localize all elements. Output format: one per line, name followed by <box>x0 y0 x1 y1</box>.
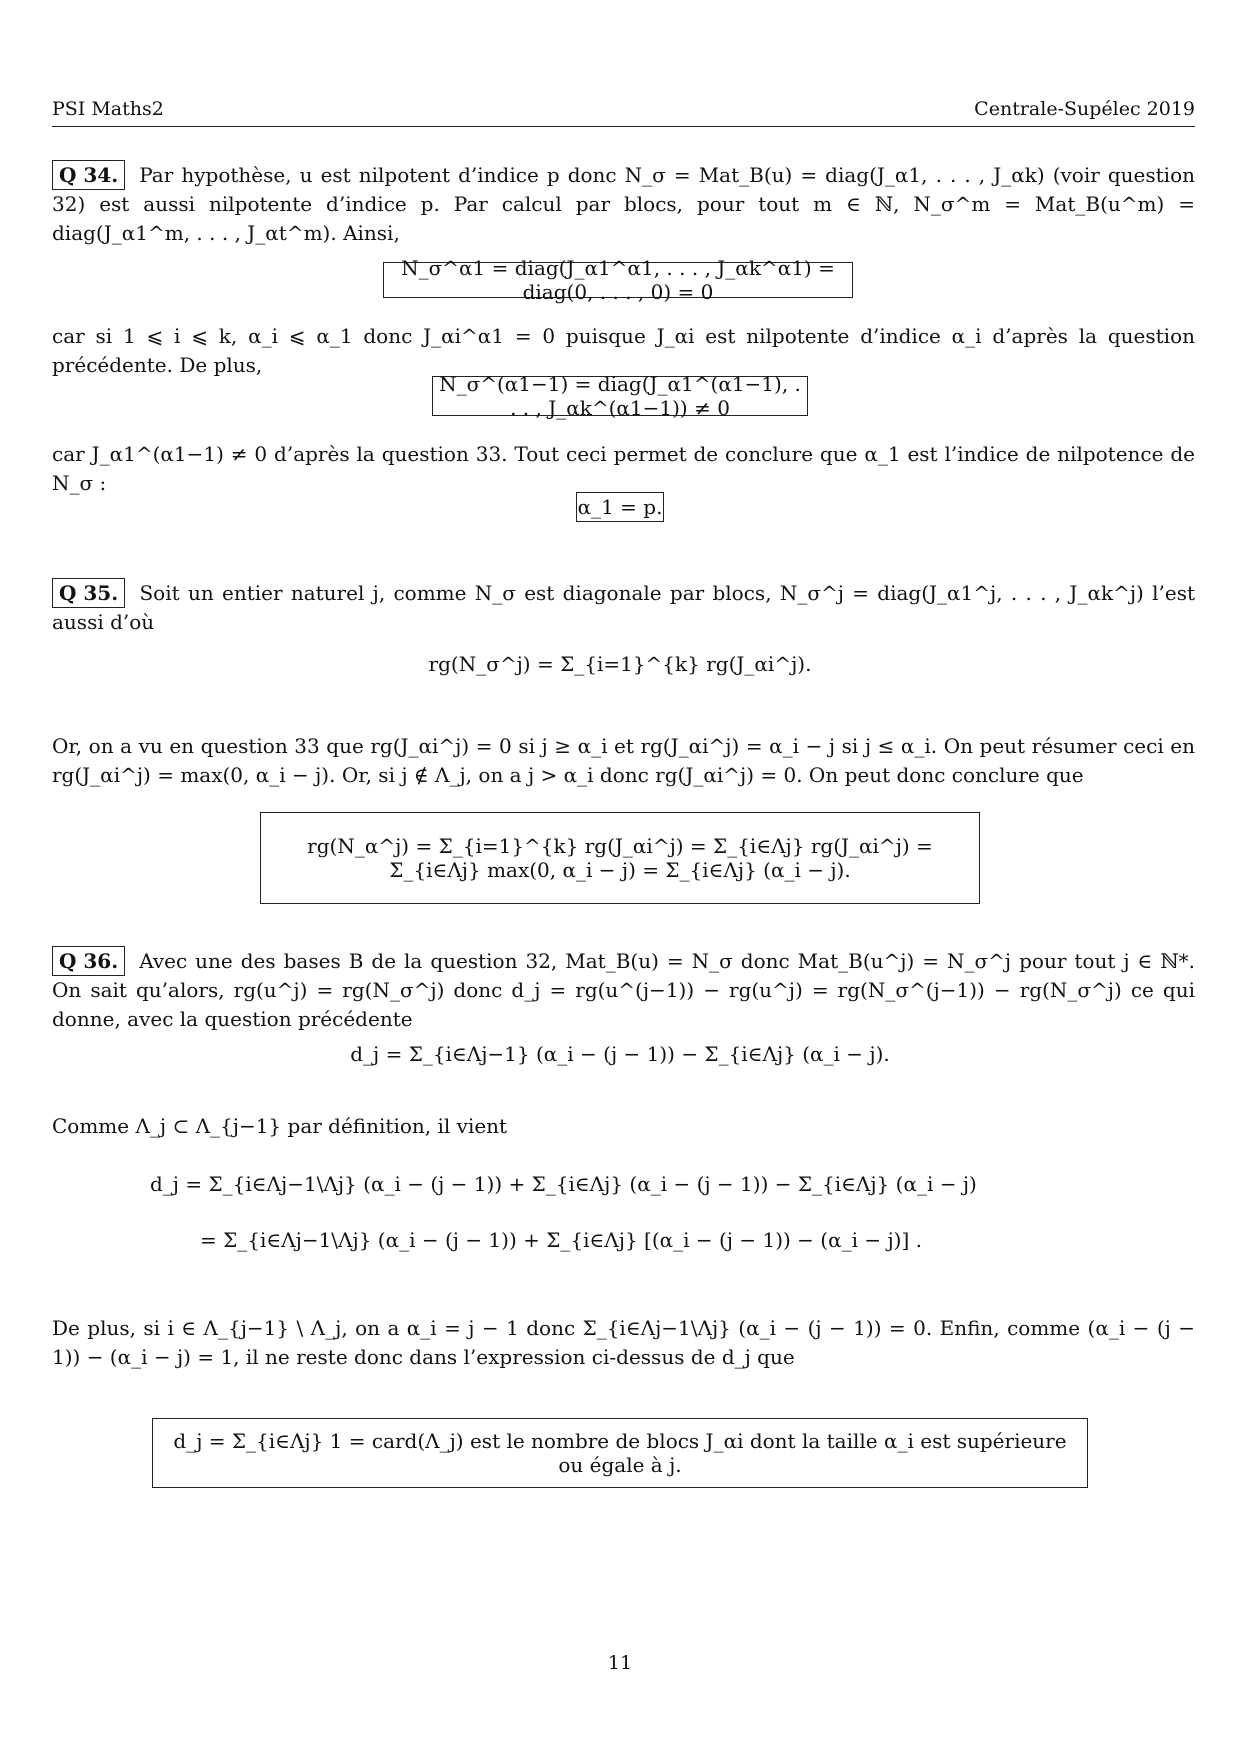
q35-equation-1 <box>252 650 988 678</box>
q34-box-1-text: N_σ^α1 = diag(J_α1^α1, . . . , J_αk^α1) = diag(0, . . . , 0) = 0 <box>401 256 835 304</box>
q36-box-text: d_j = Σ_{i∈Λj} 1 = card(Λ_j) est le nombre de blocs J_αi dont la taille α_i est supérieure ou égale à j. <box>173 1429 1067 1477</box>
q36-text-3: De plus, si i ∈ Λ_{j−1} \ Λ_j, on a α_i = j − 1 donc Σ_{i∈Λj−1\Λj} (α_i − (j − 1)) = 0. Enfin, comme (α_i − (j − 1)) − (α_i − j) = 1, il ne reste donc dans l’expression ci-dessus de d_j que <box>52 1316 1195 1369</box>
q36-eq-1-text: d_j = Σ_{i∈Λj−1} (α_i − (j − 1)) − Σ_{i∈Λj} (α_i − j). <box>350 1042 890 1066</box>
page-header <box>52 98 1195 127</box>
q35-label: Q 35. <box>52 578 125 608</box>
q36-text-1: Avec une des bases B de la question 32, Mat_B(u) = N_σ donc Mat_B(u^j) = N_σ^j pour tout j ∈ ℕ*. On sait qu’alors, rg(u^j) = rg(N_σ^j) donc d_j = rg(u^(j−1)) − rg(u^j) = rg(N_σ^(j−1)) − rg(N_σ^j) ce qui donne, avec la question précédente <box>52 949 1195 1031</box>
q35-paragraph-2 <box>52 732 1195 790</box>
q36-paragraph-2 <box>52 1112 1195 1141</box>
q36-equation-2-line-1 <box>150 1170 1090 1198</box>
q36-equation-1 <box>252 1040 988 1068</box>
q34-box-3-text: α_1 = p. <box>577 495 663 519</box>
q35-boxed-equation <box>260 812 980 904</box>
q36-eq-2-line-2-text: = Σ_{i∈Λj−1\Λj} (α_i − (j − 1)) + Σ_{i∈Λj} [(α_i − (j − 1)) − (α_i − j)] . <box>200 1228 922 1252</box>
q35-paragraph-1 <box>52 578 1195 637</box>
q36-text-2: Comme Λ_j ⊂ Λ_{j−1} par définition, il vient <box>52 1114 508 1138</box>
page-number: 11 <box>607 1652 633 1674</box>
q34-paragraph-1 <box>52 160 1195 248</box>
q36-label: Q 36. <box>52 946 125 976</box>
q34-text-2: car si 1 ⩽ i ⩽ k, α_i ⩽ α_1 donc J_αi^α1 = 0 puisque J_αi est nilpotente d’indice α_i d’après la question précédente. De plus, <box>52 324 1195 377</box>
q36-boxed-conclusion <box>152 1418 1088 1488</box>
q34-boxed-equation-2 <box>432 372 808 420</box>
q36-equation-2-line-2 <box>150 1226 1090 1254</box>
q35-text-1: Soit un entier naturel j, comme N_σ est diagonale par blocs, N_σ^j = diag(J_α1^j, . . . , J_αk^j) l’est aussi d’où <box>52 581 1196 634</box>
q36-paragraph-3 <box>52 1314 1195 1372</box>
q34-text-1: Par hypothèse, u est nilpotent d’indice p donc N_σ = Mat_B(u) = diag(J_α1, . . . , J_αk) (voir question 32) est aussi nilpotente d’indice p. Par calcul par blocs, pour tout m ∈ ℕ, N_σ^m = Mat_B(u^m) = diag(J_α1^m, . . . , J_αt^m). Ainsi, <box>52 163 1195 245</box>
q36-paragraph-1 <box>52 946 1195 1034</box>
q35-box-text: rg(N_α^j) = Σ_{i=1}^{k} rg(J_αi^j) = Σ_{i∈Λj} rg(J_αi^j) = Σ_{i∈Λj} max(0, α_i − j) = Σ_{i∈Λj} (α_i − j). <box>307 834 933 882</box>
header-right: Centrale-Supélec 2019 <box>974 98 1195 120</box>
q35-eq-1-text: rg(N_σ^j) = Σ_{i=1}^{k} rg(J_αi^j). <box>428 652 812 676</box>
q34-text-3: car J_α1^(α1−1) ≠ 0 d’après la question 33. Tout ceci permet de conclure que α_1 est l’indice de nilpotence de N_σ : <box>52 442 1195 495</box>
q35-text-2: Or, on a vu en question 33 que rg(J_αi^j) = 0 si j ≥ α_i et rg(J_αi^j) = α_i − j si j ≤ α_i. On peut résumer ceci en rg(J_αi^j) = max(0, α_i − j). Or, si j ∉ Λ_j, on a j > α_i donc rg(J_αi^j) = 0. On peut donc conclure que <box>52 734 1195 787</box>
q36-eq-2-line-1-text: d_j = Σ_{i∈Λj−1\Λj} (α_i − (j − 1)) + Σ_{i∈Λj} (α_i − (j − 1)) − Σ_{i∈Λj} (α_i − j) <box>150 1172 977 1196</box>
q34-paragraph-3 <box>52 440 1195 498</box>
q34-box-2-text: N_σ^(α1−1) = diag(J_α1^(α1−1), . . . , J_αk^(α1−1)) ≠ 0 <box>439 372 801 420</box>
header-left: PSI Maths2 <box>52 98 164 120</box>
q34-boxed-equation-3 <box>576 492 664 522</box>
q34-boxed-equation-1 <box>383 256 853 304</box>
q34-label: Q 34. <box>52 160 125 190</box>
